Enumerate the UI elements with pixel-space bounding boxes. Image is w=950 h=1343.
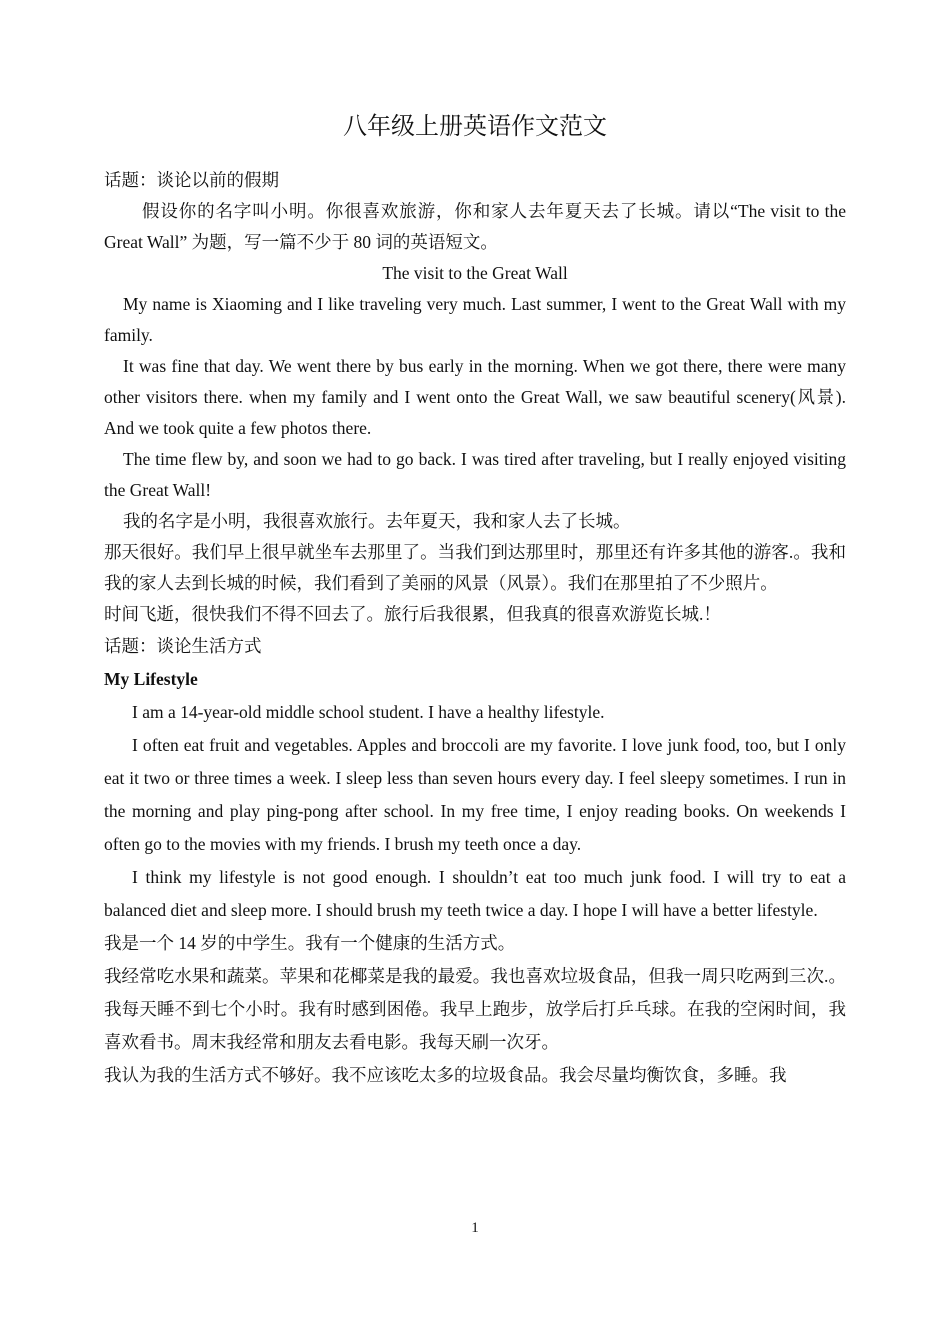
- english-paragraph: I often eat fruit and vegetables. Apples and broccoli are my favorite. I love junk food, too, but I only eat it two or three times a week. I sleep less than seven hours every day. I feel sleepy sometimes. I run in the morning and play ping-pong after school. In my free time, I enjoy reading books. On weekends I often go to the movies with my friends. I brush my teeth once a day.: [104, 735, 846, 854]
- chinese-paragraph: 时间飞逝，很快我们不得不回去了。旅行后我很累，但我真的很喜欢游览长城.！: [104, 604, 721, 624]
- topic-heading: 话题：谈论以前的假期: [104, 170, 279, 190]
- writing-prompt: 假设你的名字叫小明。你很喜欢旅游，你和家人去年夏天去了长城。请以“The visit to the Great Wall” 为题，写一篇不少于 80 词的英语短文。: [104, 201, 846, 252]
- document-body: [104, 165, 846, 1092]
- chinese-paragraph: 我是一个 14 岁的中学生。我有一个健康的生活方式。: [104, 933, 516, 953]
- chinese-paragraph: 我认为我的生活方式不够好。我不应该吃太多的垃圾食品。我会尽量均衡饮食，多睡。我: [104, 1065, 787, 1085]
- english-paragraph: It was fine that day. We went there by bus early in the morning. When we got there, there were many other visitors there. when my family and I went onto the Great Wall, we saw beautiful scenery(风景). And we took quite a few photos there.: [104, 356, 846, 438]
- essay-title: My Lifestyle: [104, 669, 198, 689]
- english-paragraph: My name is Xiaoming and I like traveling very much. Last summer, I went to the Great Wall with my family.: [104, 294, 846, 345]
- document-title: 八年级上册英语作文范文: [343, 114, 607, 140]
- section-past-vacation: [104, 165, 846, 630]
- english-paragraph: I am a 14-year-old middle school student. I have a healthy lifestyle.: [132, 702, 605, 722]
- page-number: 1: [471, 1220, 479, 1236]
- section-lifestyle: [104, 630, 846, 1092]
- english-paragraph: The time flew by, and soon we had to go back. I was tired after traveling, but I really enjoyed visiting the Great Wall!: [104, 449, 846, 500]
- chinese-paragraph: 那天很好。我们早上很早就坐车去那里了。当我们到达那里时，那里还有许多其他的游客.。我和我的家人去到长城的时候，我们看到了美丽的风景（风景）。我们在那里拍了不少照片。: [104, 542, 846, 593]
- chinese-paragraph: 我经常吃水果和蔬菜。苹果和花椰菜是我的最爱。我也喜欢垃圾食品，但我一周只吃两到三次.。我每天睡不到七个小时。我有时感到困倦。我早上跑步，放学后打乒乓球。在我的空闲时间，我喜欢看书。周末我经常和朋友去看电影。我每天刷一次牙。: [104, 966, 846, 1052]
- chinese-paragraph: 我的名字是小明，我很喜欢旅行。去年夏天，我和家人去了长城。: [123, 511, 631, 531]
- english-paragraph: I think my lifestyle is not good enough. I shouldn’t eat too much junk food. I will try to eat a balanced diet and sleep more. I should brush my teeth twice a day. I hope I will have a better lifestyle.: [104, 867, 846, 920]
- essay-title: The visit to the Great Wall: [382, 263, 568, 283]
- topic-heading: 话题：谈论生活方式: [104, 636, 262, 656]
